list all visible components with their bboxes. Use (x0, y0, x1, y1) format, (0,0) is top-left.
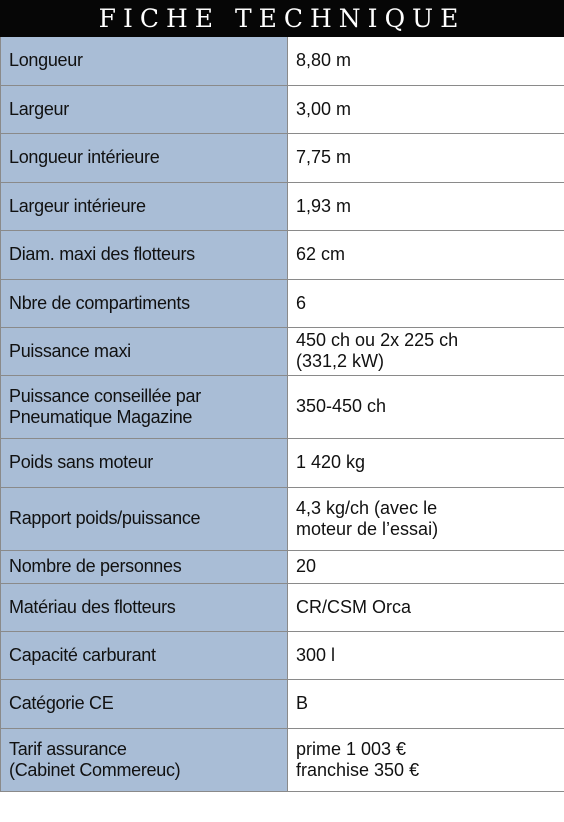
spec-value: 8,80 m (288, 37, 564, 85)
spec-value: prime 1 003 € franchise 350 € (288, 728, 564, 791)
spec-value: CR/CSM Orca (288, 583, 564, 631)
table-row (1, 279, 564, 327)
table-row (1, 631, 564, 679)
spec-label: Diam. maxi des flotteurs (1, 230, 288, 279)
spec-value: 1 420 kg (288, 438, 564, 487)
table-row (1, 375, 564, 438)
spec-label: Capacité carburant (1, 631, 288, 679)
table-row (1, 679, 564, 728)
table-row (1, 182, 564, 230)
table-row (1, 583, 564, 631)
spec-label: Catégorie CE (1, 679, 288, 728)
spec-value: 350-450 ch (288, 375, 564, 438)
sheet-title: FICHE TECHNIQUE (0, 0, 564, 37)
spec-value: 450 ch ou 2x 225 ch (331,2 kW) (288, 327, 564, 375)
table-row (1, 487, 564, 550)
table-row (1, 230, 564, 279)
spec-value: 3,00 m (288, 85, 564, 133)
table-row (1, 85, 564, 133)
table-row (1, 327, 564, 375)
spec-label: Rapport poids/puissance (1, 487, 288, 550)
spec-label: Largeur intérieure (1, 182, 288, 230)
spec-table (0, 37, 564, 792)
table-row (1, 550, 564, 583)
spec-value: 300 l (288, 631, 564, 679)
table-row (1, 37, 564, 85)
spec-value: 4,3 kg/ch (avec le moteur de l’essai) (288, 487, 564, 550)
spec-label: Largeur (1, 85, 288, 133)
spec-value: B (288, 679, 564, 728)
spec-label: Longueur intérieure (1, 133, 288, 182)
spec-label: Nbre de compartiments (1, 279, 288, 327)
spec-label: Poids sans moteur (1, 438, 288, 487)
table-row (1, 728, 564, 791)
spec-label: Puissance conseillée par Pneumatique Magazine (1, 375, 288, 438)
table-row (1, 133, 564, 182)
spec-value: 20 (288, 550, 564, 583)
table-row (1, 438, 564, 487)
spec-value: 62 cm (288, 230, 564, 279)
spec-value: 7,75 m (288, 133, 564, 182)
spec-label: Longueur (1, 37, 288, 85)
spec-label: Puissance maxi (1, 327, 288, 375)
spec-table-body (1, 37, 564, 791)
spec-label: Tarif assurance (Cabinet Commereuc) (1, 728, 288, 791)
spec-label: Matériau des flotteurs (1, 583, 288, 631)
spec-value: 1,93 m (288, 182, 564, 230)
spec-label: Nombre de personnes (1, 550, 288, 583)
spec-value: 6 (288, 279, 564, 327)
